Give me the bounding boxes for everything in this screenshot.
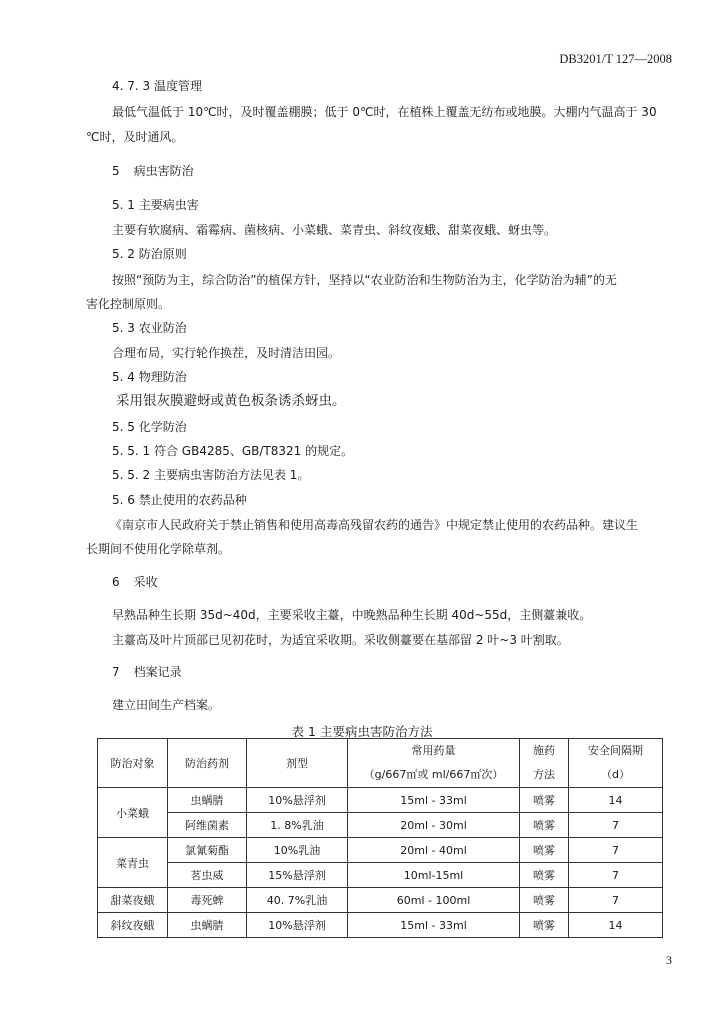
cell-target: 甜菜夜蛾 <box>98 888 168 913</box>
cell-method: 喷雾 <box>520 888 569 913</box>
section-6-number: 6 <box>112 575 120 589</box>
section-5-5-1-text: 5. 5. 1 符合 GB4285、GB/T8321 的规定。 <box>112 444 354 458</box>
section-7-title: 档案记录 <box>133 665 182 679</box>
cell-form: 1. 8%乳油 <box>247 813 348 838</box>
cell-interval: 7 <box>569 813 663 838</box>
cell-interval: 14 <box>569 788 663 813</box>
cell-dose: 15ml - 33ml <box>348 788 520 813</box>
cell-target: 小菜蛾 <box>98 788 168 838</box>
cell-form: 10%悬浮剂 <box>247 913 348 938</box>
header-method-line1: 施药 <box>533 744 555 757</box>
cell-interval: 14 <box>569 913 663 938</box>
cell-method: 喷雾 <box>520 913 569 938</box>
cell-target: 斜纹夜蛾 <box>98 913 168 938</box>
section-5-6-title: 5. 6 禁止使用的农药品种 <box>112 493 247 507</box>
section-5-6-text-line2: 长期间不使用化学除草剂。 <box>86 542 231 556</box>
section-5-1-text: 主要有软腐病、霜霉病、菌核病、小菜蛾、菜青虫、斜纹夜蛾、甜菜夜蛾、蚜虫等。 <box>112 223 557 237</box>
cell-method: 喷雾 <box>520 838 569 863</box>
section-5-5-title: 5. 5 化学防治 <box>112 420 187 434</box>
table-header-row <box>98 739 663 788</box>
section-5-6-text-line1: 《南京市人民政府关于禁止销售和使用高毒高残留农药的通告》中规定禁止使用的农药品种。建议生 <box>110 518 639 532</box>
section-5-5-2-text: 5. 5. 2 主要病虫害防治方法见表 1。 <box>112 468 310 482</box>
section-4-7-3-text-line1: 最低气温低于 10℃时，及时覆盖棚膜；低于 0℃时，在植株上覆盖无纺布或地膜。大棚内气温高于 30 <box>112 105 657 119</box>
header-dose-line1: 常用药量 <box>411 744 456 757</box>
section-5-2-text-line2: 害化控制原则。 <box>86 297 171 311</box>
cell-agent: 阿维菌素 <box>168 813 247 838</box>
header-form: 剂型 <box>247 739 348 788</box>
section-6-heading <box>112 574 158 590</box>
section-5-4-title: 5. 4 物理防治 <box>112 370 187 384</box>
section-5-3-text: 合理布局，实行轮作换茬，及时清洁田园。 <box>112 346 341 360</box>
section-5-title: 病虫害防治 <box>133 164 194 178</box>
cell-method: 喷雾 <box>520 813 569 838</box>
cell-method: 喷雾 <box>520 788 569 813</box>
cell-agent: 毒死蜱 <box>168 888 247 913</box>
table-row <box>98 838 663 863</box>
header-method-line2: 方法 <box>533 768 555 781</box>
section-5-3-title: 5. 3 农业防治 <box>112 321 187 335</box>
section-6-text-line2: 主薹高及叶片顶部已见初花时，为适宜采收期。采收侧薹要在基部留 2 叶~3 叶割取。 <box>112 633 569 647</box>
table-row <box>98 863 663 888</box>
section-4-7-3-title: 4. 7. 3 温度管理 <box>112 79 202 93</box>
cell-dose: 10ml-15ml <box>348 863 520 888</box>
section-5-2-text-line1: 按照“预防为主，综合防治”的植保方针，坚持以“农业防治和生物防治为主，化学防治为辅”的无 <box>112 273 617 287</box>
cell-agent: 虫螨腈 <box>168 913 247 938</box>
header-interval-line2: （d） <box>601 768 630 781</box>
header-target: 防治对象 <box>98 739 168 788</box>
header-method <box>520 739 569 788</box>
cell-target: 菜青虫 <box>98 838 168 888</box>
cell-method: 喷雾 <box>520 863 569 888</box>
table-row <box>98 813 663 838</box>
cell-interval: 7 <box>569 888 663 913</box>
cell-dose: 20ml - 30ml <box>348 813 520 838</box>
cell-dose: 20ml - 40ml <box>348 838 520 863</box>
section-7-heading <box>112 664 182 680</box>
header-agent: 防治药剂 <box>168 739 247 788</box>
cell-agent: 虫螨腈 <box>168 788 247 813</box>
cell-agent: 氯氰菊酯 <box>168 838 247 863</box>
cell-form: 10%悬浮剂 <box>247 788 348 813</box>
section-7-text: 建立田间生产档案。 <box>112 698 221 712</box>
section-7-number: 7 <box>112 665 120 679</box>
table-caption: 表 1 主要病虫害防治方法 <box>291 724 433 739</box>
section-5-number: 5 <box>112 164 120 178</box>
section-4-7-3-text-line2: ℃时，及时通风。 <box>86 130 184 144</box>
cell-form: 10%乳油 <box>247 838 348 863</box>
section-5-1-title: 5. 1 主要病虫害 <box>112 198 199 212</box>
cell-dose: 15ml - 33ml <box>348 913 520 938</box>
pest-control-table <box>97 738 663 938</box>
section-6-text-line1: 早熟品种生长期 35d~40d，主要采收主薹，中晚熟品种生长期 40d~55d，主侧薹兼收。 <box>112 608 592 622</box>
cell-dose: 60ml - 100ml <box>348 888 520 913</box>
header-dose-line2: （g/667㎡或 ml/667㎡次） <box>363 768 504 781</box>
cell-form: 40. 7%乳油 <box>247 888 348 913</box>
cell-interval: 7 <box>569 863 663 888</box>
table-row <box>98 888 663 913</box>
table-row <box>98 788 663 813</box>
section-5-heading <box>112 163 194 179</box>
section-5-4-text: 采用银灰膜避蚜或黄色板条诱杀蚜虫。 <box>116 393 346 409</box>
section-5-2-title: 5. 2 防治原则 <box>112 247 187 261</box>
cell-interval: 7 <box>569 838 663 863</box>
document-code-header: DB3201/T 127—2008 <box>559 52 672 66</box>
page-number: 3 <box>666 953 672 967</box>
table-row <box>98 913 663 938</box>
cell-agent: 茗虫威 <box>168 863 247 888</box>
header-interval <box>569 739 663 788</box>
section-6-title: 采收 <box>133 575 158 589</box>
header-interval-line1: 安全间隔期 <box>588 744 643 757</box>
header-dose <box>348 739 520 788</box>
cell-form: 15%悬浮剂 <box>247 863 348 888</box>
